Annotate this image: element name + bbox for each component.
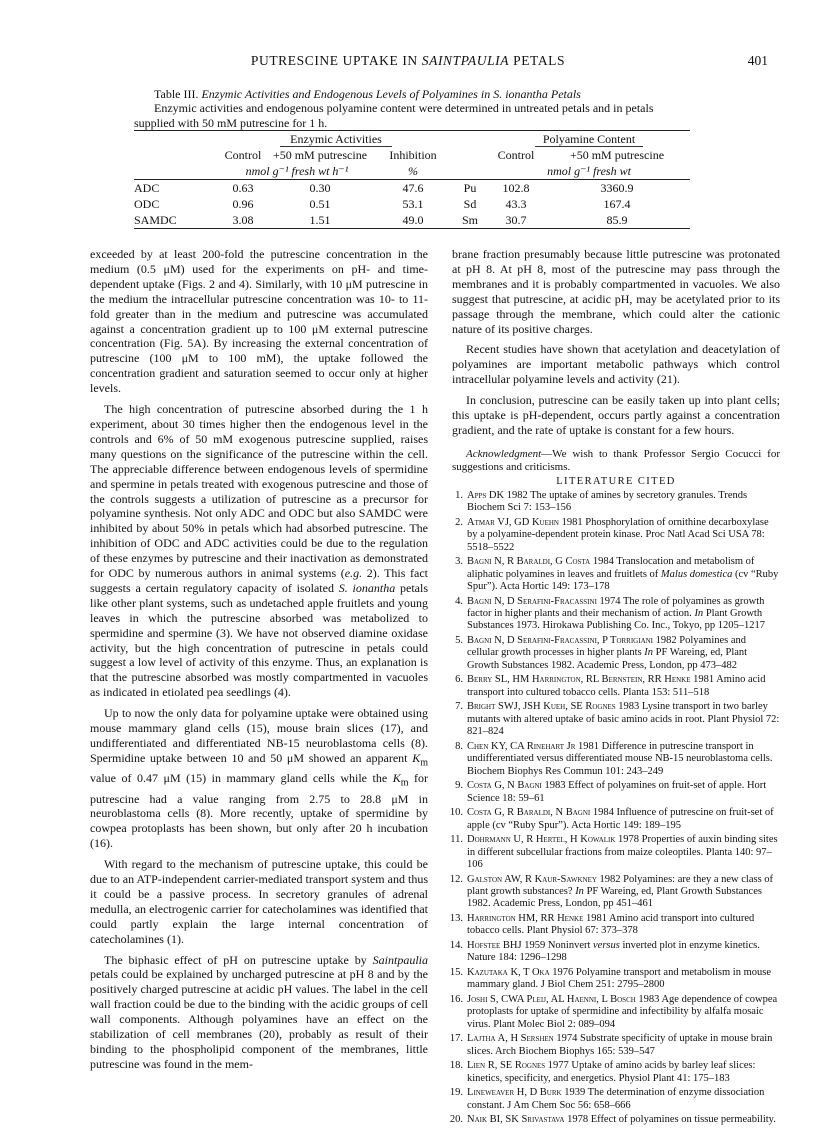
reference-number: 15. [449, 967, 463, 979]
reference-item [452, 556, 780, 593]
reference-authors: Bagni N, D Serafini-Fracassini [467, 595, 597, 607]
literature-cited-heading: LITERATURE CITED [556, 475, 676, 487]
reference-number: 7. [455, 701, 463, 713]
reference-italic: Malus domestica [660, 568, 733, 580]
reference-number: 9. [455, 780, 463, 792]
reference-text: 1983 Lysine transport in two barley mutants with altered uptake of basic amino acids in root. Plant Physiol 72: 821–824 [467, 701, 780, 738]
reference-italic: In [575, 886, 584, 898]
reference-number: 1. [455, 489, 463, 501]
reference-authors: Galston AW, R Kaur-Sawkney [467, 873, 597, 885]
reference-authors: Harrington HM, RR Henke [467, 913, 584, 925]
reference-item [452, 490, 780, 515]
reference-authors: Apps DK [467, 489, 505, 501]
reference-authors: Bright SWJ, JSH Kueh, SE Rognes [467, 701, 616, 713]
reference-item [452, 635, 780, 672]
reference-authors: Lien R, SE Rognes [467, 1060, 546, 1072]
reference-number: 4. [455, 595, 463, 607]
reference-text: 1974 Substrate specificity of uptake in mouse brain slices. Arch Biochem Biophys 165: 539–547 [467, 1033, 773, 1057]
reference-text: 1981 Difference in putrescine transport in undifferentiated versus differentiated mouse NB-15 neuroblastoma cells. Biochem Biophys Res Commun 101: 243–249 [467, 740, 773, 777]
reference-authors: Dohrmann U, R Hertel, H Kowalik [467, 834, 616, 846]
page-number: 401 [747, 53, 768, 68]
reference-number: 3. [455, 556, 463, 568]
reference-item [449, 807, 780, 832]
table-iii [134, 130, 690, 229]
reference-text: 1959 Noninvert [521, 940, 594, 952]
reference-text: 1978 Properties of auxin binding sites in different subcellular fractions from maize coleoptiles. Planta 140: 97–106 [467, 834, 778, 871]
header-pa-putrescine: +50 mM putrescine [569, 147, 665, 162]
reference-item [449, 1033, 780, 1058]
reference-number: 18. [449, 1060, 463, 1072]
reference-item [452, 780, 780, 805]
reference-item [449, 1087, 780, 1112]
reference-number: 16. [449, 994, 463, 1006]
unit-activity: nmol g⁻¹ fresh wt h⁻¹ [220, 163, 374, 180]
paragraph: The biphasic effect of pH on putrescine uptake by Saintpaulia petals could be explained by uncharged putrescine at pH 8 and by the positively charged putrescine at acidic pH values. The label in the cell wall fraction could be due to the binding with the acidic groups of cell wall components. Although polyamines have an effect on the stabilization of cell membranes (20), probably as result of their binding to the phospholipid component of the membranes, little putrescine was found in the mem- [90, 952, 428, 1071]
reference-italic: versus [593, 940, 620, 952]
paragraph: The high concentration of putrescine absorbed during the 1 h experiment, about 30 times higher then the endogenous level in the controls and 6% of 50 mM exogenous putrescine supplied, raises many questions on the significance of the putrescine within the cell. The appreciable difference between endogenous levels of spermidine and spermine in petals treated with exogenous putrescine and those of the controls suggests a utilization of putrescine as a precursor for polyamine synthesis. Not only ADC and ODC but also SAMDC were inhibited by about 50% in petals which had absorbed putrescine. The inhibition of ODC and ADC activities could be due to the regulation of these enzymes by putrescine and their inactivation as demonstrated for ODC by numerous authors in animal systems (e.g. 2). This fact suggests a certain regulatory capacity of isolated S. ionantha petals like other plant systems, such as undetached apple fruitlets and young leaves in which the putrescine absorbed was metabolized to spermidine and spermine (3). We have not observed diamine oxidase activity, but the high concentration of putrescine in petals could suggest a low level of activity of this enzyme. Thus, an explanation is that the putrescine absorbed was mostly compartmented in vacuoles as indicated in etiolated pea seedlings (4). [90, 402, 428, 700]
group-enzymic-activities: Enzymic Activities [280, 132, 392, 147]
acknowledgment: Acknowledgment—We wish to thank Professor Sergio Cocucci for suggestions and criticisms. [452, 447, 780, 474]
reference-text: 1981 Amino acid transport into cultured tobacco cells. Planta 153: 511–518 [467, 674, 766, 698]
header-inhibition: Inhibition [389, 147, 437, 162]
reference-item [452, 701, 780, 738]
reference-text: 1982 Polyamines and cellular growth processes in higher plants [467, 635, 747, 659]
reference-item [452, 674, 780, 699]
reference-number: 10. [449, 807, 463, 819]
reference-authors: Kazutaka K, T Oka [467, 967, 550, 979]
reference-item [449, 994, 780, 1031]
reference-text: PF Wareing, ed, Plant Growth Substances 1982. Academic Press, London, pp 473–482 [467, 647, 748, 671]
reference-text: 1982 The uptake of amines by secretory granules. Trends Biochem Sci 7: 153–156 [467, 489, 748, 514]
paragraph: brane fraction presumably because little putrescine was protonated at pH 8. At pH 8, most of the putrescine may pass through the membranes and it is probably compartmented in vacuoles. We also suggest that putrescine, at acidic pH, may be acetylated prior to its passage through the membrane, which could alter the cationic nature of its positive charges. [452, 247, 780, 336]
reference-number: 17. [449, 1033, 463, 1045]
header-control: Control [224, 147, 262, 162]
reference-text: 1977 Uptake of amino acids by barley leaf slices: kinetics, specificity, and energetics. Physiol Plant 41: 175–183 [467, 1060, 756, 1084]
reference-number: 6. [455, 674, 463, 686]
reference-item [449, 967, 780, 992]
paragraph: exceeded by at least 200-fold the putrescine concentration in the medium (0.5 μM) used for the experiments on pH- and time-dependent uptake (Figs. 2 and 4). Similarly, with 10 μM putrescine in the medium the intracellular putrescine concentration was 10- to 11-fold greater than in the medium and putrescine was accumulated against a concentration gradient up to 100 μM external putrescine concentration (Fig. 5A). By increasing the external concentration of putrescine (100 μM to 100 mM), the uptake followed the concentration gradient and saturation seemed to occur only at higher levels. [90, 247, 428, 396]
header-putrescine: +50 mM putrescine [272, 147, 368, 162]
reference-text: 1978 Effect of polyamines on tissue permeability. [564, 1114, 776, 1126]
reference-authors: Costa G, N Bagni [467, 780, 542, 792]
paragraph: Up to now the only data for polyamine uptake were obtained using mouse mammary gland cells (15), mouse brain slices (17), and undifferentiated and differentiated NB-15 neuroblastoma cells (8). Spermidine uptake between 10 and 50 μM showed an apparent $K_m$ value of 0.47 μM (15) in mammary gland cells while the $K_m$ for putrescine had a value ranging from 2.75 to 28.8 μM in neuroblastoma cells (8). More recently, uptake of spermidine by cowpea protoplasts has been shown, but only after 20 h incubation (16). [90, 706, 428, 851]
reference-number: 13. [449, 913, 463, 925]
reference-item [449, 913, 780, 938]
reference-number: 5. [455, 635, 463, 646]
table-caption: Table III. Enzymic Activities and Endogenous Levels of Polyamines in S. ionantha Petals [154, 87, 581, 101]
table-row: ADC 0.63 0.30 47.6 Pu 102.8 3360.9 [134, 180, 634, 195]
reference-list [449, 489, 780, 1127]
reference-authors: Bagni N, D Serafini-Fracassini, P Torrigiani [467, 635, 654, 646]
reference-authors: Chen KY, CA Rinehart Jr [467, 740, 576, 752]
reference-text: 1983 Effect of polyamines on fruit-set of apple. Hort Science 18: 59–61 [467, 780, 767, 804]
reference-authors: Lineweaver H, D Burk [467, 1087, 562, 1099]
paragraph: With regard to the mechanism of putrescine uptake, this could be due to an ATP-independent carrier-mediated transport system and thus it could be a passive process. In secretory granules of adrenal medulla, an electrogenic carrier for catecholamines was identified that could partly explain the large internal concentration of catecholamines (1). [90, 857, 428, 946]
reference-number: 12. [449, 873, 463, 885]
reference-item [452, 741, 780, 778]
table-row: ODC 0.96 0.51 53.1 Sd 43.3 167.4 [134, 196, 631, 211]
reference-authors: Bagni N, R Baraldi, G Costa [467, 556, 591, 568]
header-pa-control: Control [497, 147, 535, 162]
reference-text: inverted plot in enzyme kinetics. Nature 184: 1296–1298 [467, 940, 760, 964]
paragraph: In conclusion, putrescine can be easily taken up into plant cells; this uptake is pH-dependent, occurs partly against a concentration gradient, and the rate of uptake is constant for a few hours. [452, 393, 780, 437]
unit-content: nmol g⁻¹ fresh wt [488, 163, 690, 180]
reference-authors: Costa G, R Baraldi, N Bagni [467, 807, 591, 819]
reference-item [452, 834, 780, 871]
reference-authors: Naik BI, SK Srivastava [467, 1114, 565, 1126]
right-column [449, 247, 780, 1129]
reference-number: 2. [455, 516, 463, 528]
reference-item [452, 517, 780, 554]
table-row: SAMDC 3.08 1.51 49.0 Sm 30.7 85.9 [134, 212, 690, 229]
reference-text: 1981 Amino acid transport into cultured tobacco cells. Plant Physiol 67: 373–378 [467, 913, 755, 937]
reference-number: 19. [449, 1087, 463, 1099]
reference-item [449, 873, 780, 911]
reference-text: 1974 The role of polyamines as growth factor in higher plants and their mechanism of action. [467, 595, 765, 619]
reference-number: 11. [450, 834, 463, 846]
reference-text: 1982 Polyamines: are they a new class of plant growth substances? [467, 873, 774, 898]
reference-authors: Berry SL, HM Harrington, RL Bernstein, RR Henke [467, 674, 691, 686]
reference-text: 1981 Phosphorylation of ornithine decarboxylase by a polyamine-dependent protein kinase. Proc Natl Acad Sci USA 78: 5518–5522 [467, 516, 769, 553]
reference-item [449, 940, 780, 965]
group-polyamine-content: Polyamine Content [535, 132, 643, 147]
unit-percent: % [374, 163, 452, 180]
reference-authors: Lajtha A, H Sershen [467, 1033, 554, 1045]
reference-text: 1939 The determination of enzyme dissociation constant. J Am Chem Soc 56: 658–666 [467, 1087, 765, 1111]
reference-item [452, 596, 780, 633]
reference-authors: Hofstee BHJ [467, 940, 522, 952]
left-column [90, 247, 428, 1072]
reference-text: 1976 Polyamine transport and metabolism in mouse mammary gland. J Biol Chem 251: 2795–2800 [467, 967, 772, 991]
reference-italic: In [644, 647, 654, 659]
reference-text: 1984 Translocation and metabolism of aliphatic polyamines in leaves and fruitlets of [467, 556, 755, 580]
reference-number: 8. [455, 740, 463, 752]
table-note: Enzymic activities and endogenous polyamine content were determined in untreated petals and in petals supplied with 50 mM putrescine for 1 h. [134, 101, 654, 130]
reference-italic: In [694, 608, 704, 619]
reference-authors: Atmar VJ, GD Kuehn [467, 516, 559, 528]
reference-text: (cv “Ruby Spur”). Acta Hortic 149: 173–178 [467, 568, 779, 592]
reference-text: PF Wareing, ed, Plant Growth Substances 1982. Academic Press, London, pp 451–461 [467, 886, 762, 910]
running-header [0, 53, 816, 73]
reference-authors: Joshi S, CWA Pleij, AL Haenni, L Bosch [467, 994, 636, 1006]
paragraph: Recent studies have shown that acetylation and deacetylation of polyamines are important metabolic pathways which control intracellular polyamine levels and activity (21). [452, 342, 780, 387]
reference-text: Plant Growth Substances 1973. Hirokawa Publishing Co. Inc., Tokyo, pp 1205–1217 [467, 608, 766, 632]
reference-text: 1984 Influence of putrescine on fruit-set of apple (cv “Ruby Spur”). Acta Hortic 149: 189–195 [467, 807, 774, 831]
reference-number: 20. [449, 1114, 463, 1126]
running-title: PUTRESCINE UPTAKE IN SAINTPAULIA PETALS [250, 53, 566, 68]
reference-number: 14. [449, 940, 463, 952]
reference-item [449, 1114, 780, 1126]
reference-text: 1983 Age dependence of cowpea protoplasts for uptake of spermidine and infectibility by alfalfa mosaic virus. Plant Molec Biol 2: 089–094 [467, 994, 778, 1030]
